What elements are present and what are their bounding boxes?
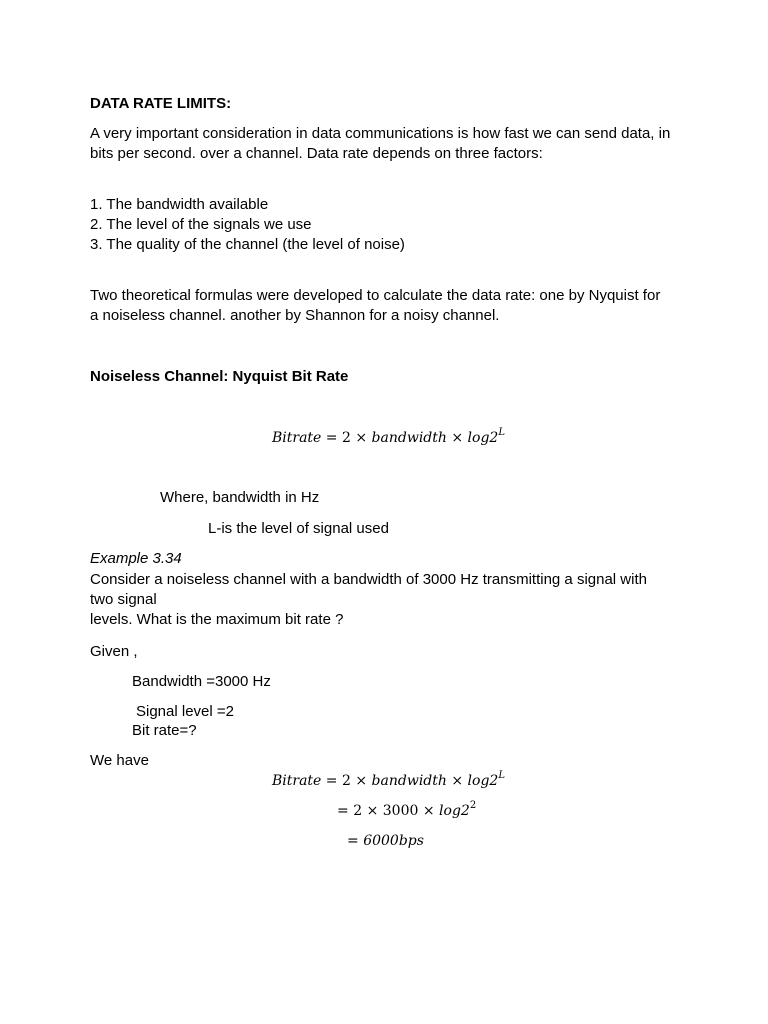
page-heading: DATA RATE LIMITS: (90, 95, 232, 112)
formula-times: × (355, 430, 368, 446)
given-signal-level: Signal level =2 (136, 703, 234, 720)
formula-bandwidth: bandwidth (371, 430, 447, 446)
example-line-2: two signal (90, 591, 157, 608)
given-bit-rate: Bit rate=? (132, 722, 197, 739)
formulas-intro-line-2: a noiseless channel. another by Shannon for a noisy channel. (90, 307, 500, 324)
factor-item-3: 3. The quality of the channel (the level of noise) (90, 236, 405, 253)
formula-bandwidth: bandwidth (371, 773, 447, 789)
formula-times: × (451, 430, 464, 446)
section-heading: Noiseless Channel: Nyquist Bit Rate (90, 368, 349, 385)
step2-two: 2 (353, 803, 363, 819)
step3-equals: = (347, 833, 359, 849)
given-label: Given , (90, 643, 138, 660)
factor-item-2: 2. The level of the signals we use (90, 216, 312, 233)
formulas-intro-line-1: Two theoretical formulas were developed to calculate the data rate: one by Nyquist for (90, 287, 661, 304)
intro-line-2: bits per second. over a channel. Data rate depends on three factors: (90, 145, 543, 162)
where-line-2: L-is the level of signal used (208, 520, 389, 537)
step2-times: × (366, 803, 379, 819)
intro-line-1: A very important consideration in data communications is how fast we can send data, in (90, 125, 671, 142)
step3-result: 6000bps (363, 833, 424, 849)
solution-step-3 (347, 831, 424, 851)
formula-lhs: Bitrate (272, 430, 322, 446)
formula-equals: = (325, 430, 338, 446)
formula-log: log2 (467, 773, 499, 789)
example-title: Example 3.34 (90, 550, 182, 567)
formula-log: log2 (467, 430, 499, 446)
formula-exponent: L (498, 770, 505, 782)
step2-value: 3000 (382, 803, 419, 819)
formula-times: × (355, 773, 368, 789)
formula-two: 2 (341, 430, 351, 446)
formula-equals: = (325, 773, 338, 789)
step2-exponent: 2 (469, 800, 477, 812)
nyquist-formula (272, 428, 505, 448)
step2-times: × (422, 803, 435, 819)
formula-lhs: Bitrate (272, 773, 322, 789)
example-line-1: Consider a noiseless channel with a bandwidth of 3000 Hz transmitting a signal with (90, 571, 647, 588)
solution-step-2 (337, 801, 476, 821)
formula-two: 2 (341, 773, 351, 789)
formula-times: × (451, 773, 464, 789)
step2-equals: = (337, 803, 349, 819)
factor-item-1: 1. The bandwidth available (90, 196, 269, 213)
formula-exponent: L (498, 427, 505, 439)
example-line-3: levels. What is the maximum bit rate ? (90, 611, 344, 628)
given-bandwidth: Bandwidth =3000 Hz (132, 673, 271, 690)
where-line-1: Where, bandwidth in Hz (160, 489, 320, 506)
solution-formula (272, 771, 505, 791)
step2-log: log2 (439, 803, 470, 819)
we-have-label: We have (90, 752, 149, 769)
